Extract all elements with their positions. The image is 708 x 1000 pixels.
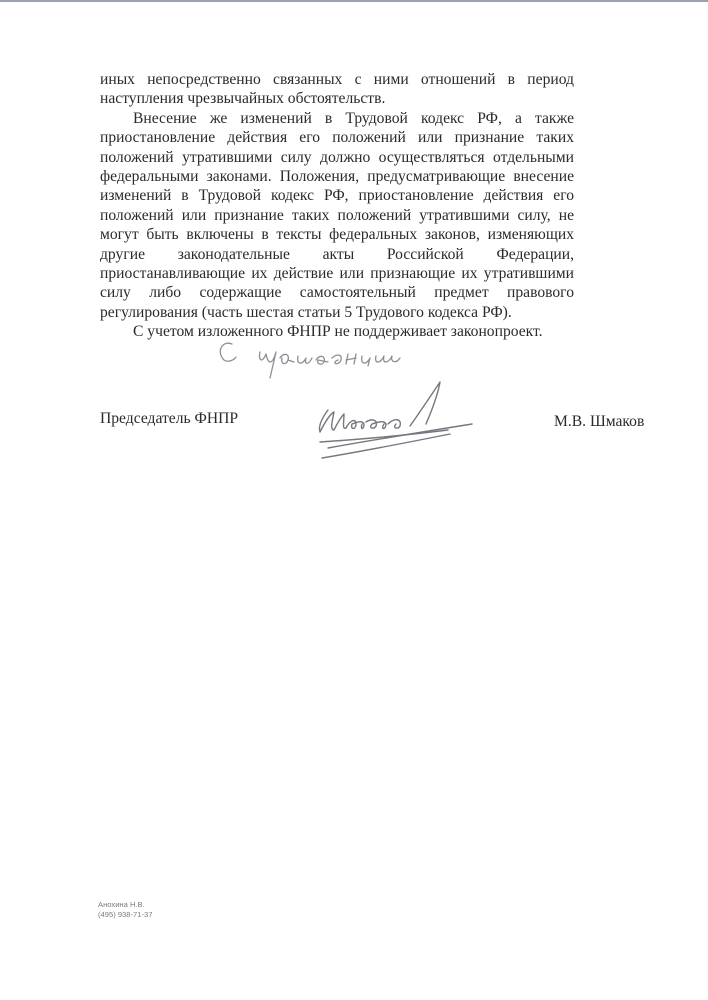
executor-phone: (495) 938-71-37 bbox=[98, 910, 153, 919]
paragraph-conclusion: С учетом изложенного ФНПР не поддерживает законопроект. bbox=[133, 323, 543, 341]
handwritten-note-strokes bbox=[220, 343, 400, 378]
executor-contact bbox=[98, 900, 152, 920]
paragraph-amendments: Внесение же изменений в Трудовой кодекс РФ, а также приостановление действия его положений или признание таких положений утратившими силу должно осуществляться отдельными федеральными законами. Положения, предусматривающие внесение изменений в Трудовой кодекс РФ, приостановление действия его положений или признание таких положений утратившими силу, не могут быть включены в тексты федеральных законов, изменяющих другие законодательные акты Российской Федерации, приостанавливающие их действие или признающие их утратившими силу либо содержащие самостоятельный предмет правового регулирования (часть шестая статьи 5 Трудового кодекса РФ). bbox=[100, 109, 574, 321]
signer-role: Председатель ФНПР bbox=[100, 410, 239, 427]
handwritten-signature bbox=[210, 330, 510, 470]
page-top-edge bbox=[0, 0, 708, 2]
signer-name: М.В. Шмаков bbox=[554, 413, 645, 430]
letter-body bbox=[100, 70, 574, 342]
executor-name: Анохина Н.В. bbox=[98, 900, 145, 909]
paragraph-continuation: иных непосредственно связанных с ними отношений в период наступления чрезвычайных обстоятельств. bbox=[100, 71, 574, 108]
